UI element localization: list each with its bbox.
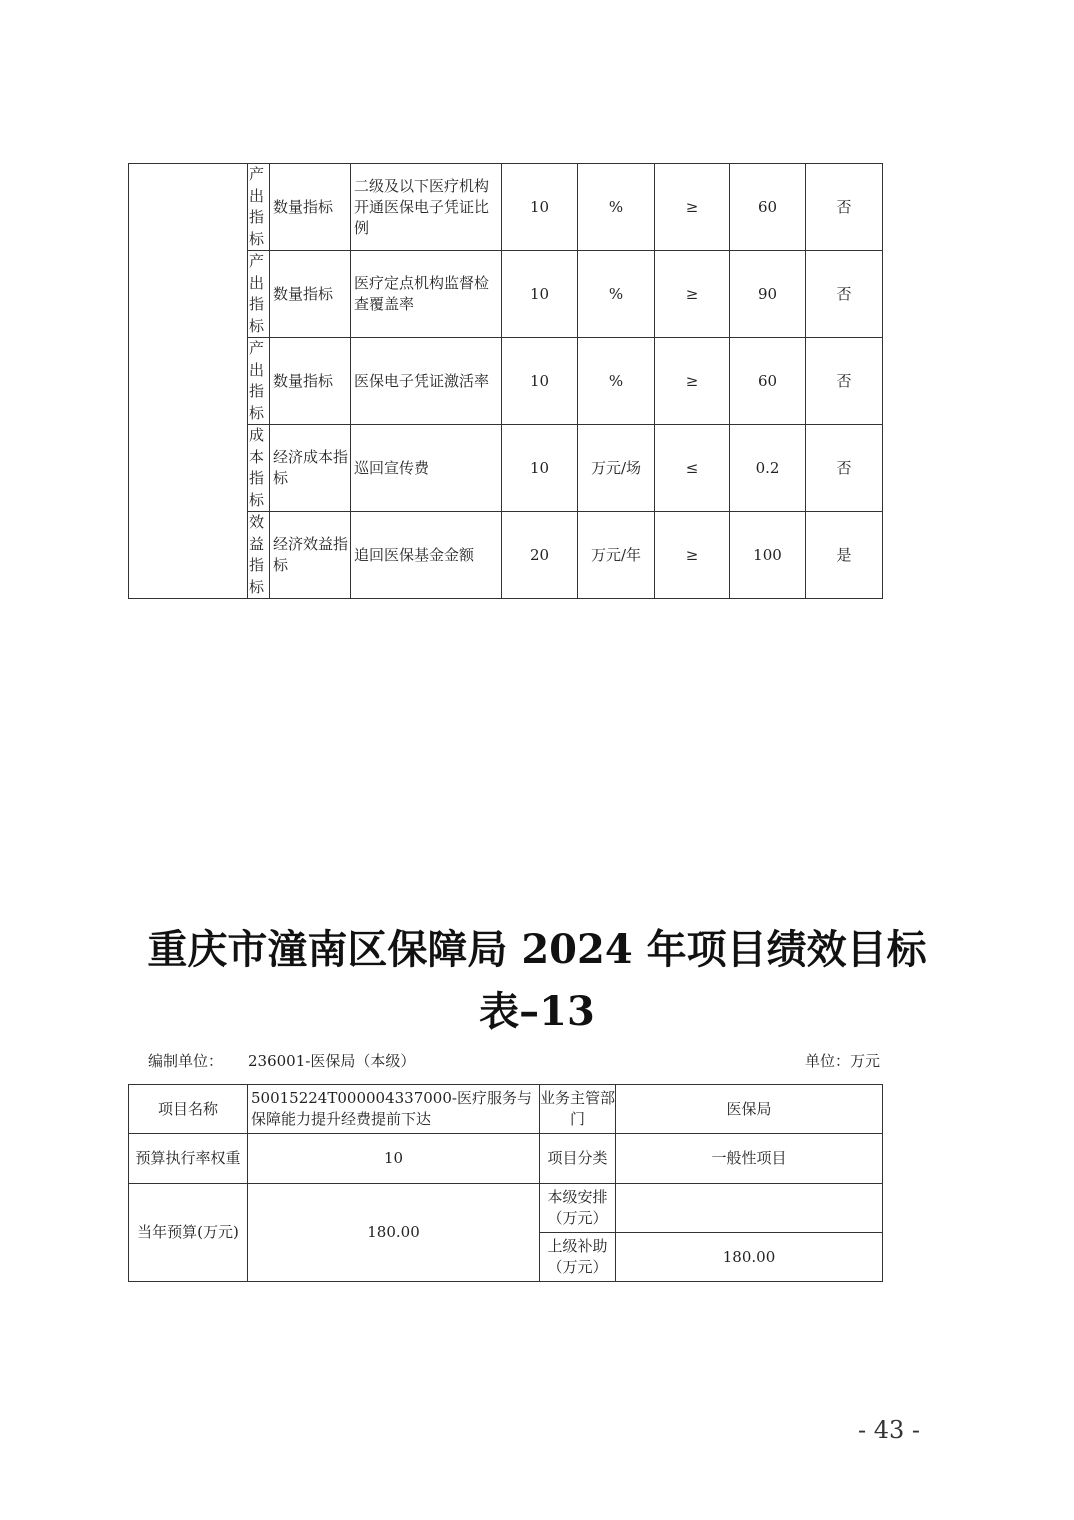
level1-indicator-cell: 产出指标	[248, 164, 270, 251]
operator-cell: ≥	[655, 512, 730, 599]
target-cell: 0.2	[730, 425, 806, 512]
annual-budget-label: 当年预算(万元)	[129, 1184, 248, 1282]
core-indicator-cell: 否	[806, 338, 883, 425]
page-number: - 43 -	[858, 1416, 921, 1444]
exec-rate-weight-label: 预算执行率权重	[129, 1134, 248, 1184]
project-category-value: 一般性项目	[616, 1134, 883, 1184]
indicator-name-cell: 医疗定点机构监督检查覆盖率	[351, 251, 502, 338]
weight-cell: 10	[502, 251, 578, 338]
weight-cell: 20	[502, 512, 578, 599]
project-name-value: 50015224T000004337000-医疗服务与保障能力提升经费提前下达	[248, 1085, 540, 1134]
local-arrangement-label: 本级安排（万元）	[540, 1184, 616, 1233]
unit-cell: 万元/年	[578, 512, 655, 599]
level2-indicator-cell: 经济成本指标	[270, 425, 351, 512]
document-title-line-2: 表–13	[479, 988, 595, 1035]
indicator-name-cell: 巡回宣传费	[351, 425, 502, 512]
core-indicator-cell: 否	[806, 164, 883, 251]
upper-subsidy-value: 180.00	[616, 1233, 883, 1282]
currency-unit: 单位：万元	[804, 1052, 880, 1070]
weight-cell: 10	[502, 425, 578, 512]
table-row	[129, 1134, 883, 1184]
indicator-name-cell: 追回医保基金金额	[351, 512, 502, 599]
indicator-table-body	[129, 164, 883, 599]
compiling-unit-value: 236001-医保局（本级）	[248, 1052, 416, 1070]
unit-cell: 万元/场	[578, 425, 655, 512]
level2-indicator-cell: 数量指标	[270, 164, 351, 251]
operator-cell: ≤	[655, 425, 730, 512]
indicator-name-cell: 医保电子凭证激活率	[351, 338, 502, 425]
table-row	[129, 1184, 883, 1233]
weight-cell: 10	[502, 338, 578, 425]
operator-cell: ≥	[655, 251, 730, 338]
exec-rate-weight-value: 10	[248, 1134, 540, 1184]
project-name-label: 项目名称	[129, 1085, 248, 1134]
target-cell: 60	[730, 338, 806, 425]
table-row	[129, 1085, 883, 1134]
indicator-name-cell: 二级及以下医疗机构开通医保电子凭证比例	[351, 164, 502, 251]
upper-subsidy-label: 上级补助（万元）	[540, 1233, 616, 1282]
blank-cell	[129, 164, 248, 599]
operator-cell: ≥	[655, 164, 730, 251]
compiling-unit-label: 编制单位：	[148, 1052, 224, 1070]
level1-indicator-cell: 效益指标	[248, 512, 270, 599]
target-cell: 90	[730, 251, 806, 338]
document-title-line-1: 重庆市潼南区保障局 2024 年项目绩效目标	[147, 926, 927, 973]
unit-cell: %	[578, 338, 655, 425]
level2-indicator-cell: 数量指标	[270, 338, 351, 425]
project-info-table	[128, 1084, 883, 1282]
indicator-table	[128, 163, 883, 599]
core-indicator-cell: 否	[806, 251, 883, 338]
local-arrangement-value	[616, 1184, 883, 1233]
unit-cell: %	[578, 251, 655, 338]
level2-indicator-cell: 经济效益指标	[270, 512, 351, 599]
weight-cell: 10	[502, 164, 578, 251]
target-cell: 60	[730, 164, 806, 251]
level2-indicator-cell: 数量指标	[270, 251, 351, 338]
core-indicator-cell: 是	[806, 512, 883, 599]
project-category-label: 项目分类	[540, 1134, 616, 1184]
target-cell: 100	[730, 512, 806, 599]
core-indicator-cell: 否	[806, 425, 883, 512]
level1-indicator-cell: 产出指标	[248, 251, 270, 338]
level1-indicator-cell: 产出指标	[248, 338, 270, 425]
table-row	[129, 164, 883, 251]
level1-indicator-cell: 成本指标	[248, 425, 270, 512]
department-label: 业务主管部门	[540, 1085, 616, 1134]
department-value: 医保局	[616, 1085, 883, 1134]
operator-cell: ≥	[655, 338, 730, 425]
annual-budget-value: 180.00	[248, 1184, 540, 1282]
unit-cell: %	[578, 164, 655, 251]
